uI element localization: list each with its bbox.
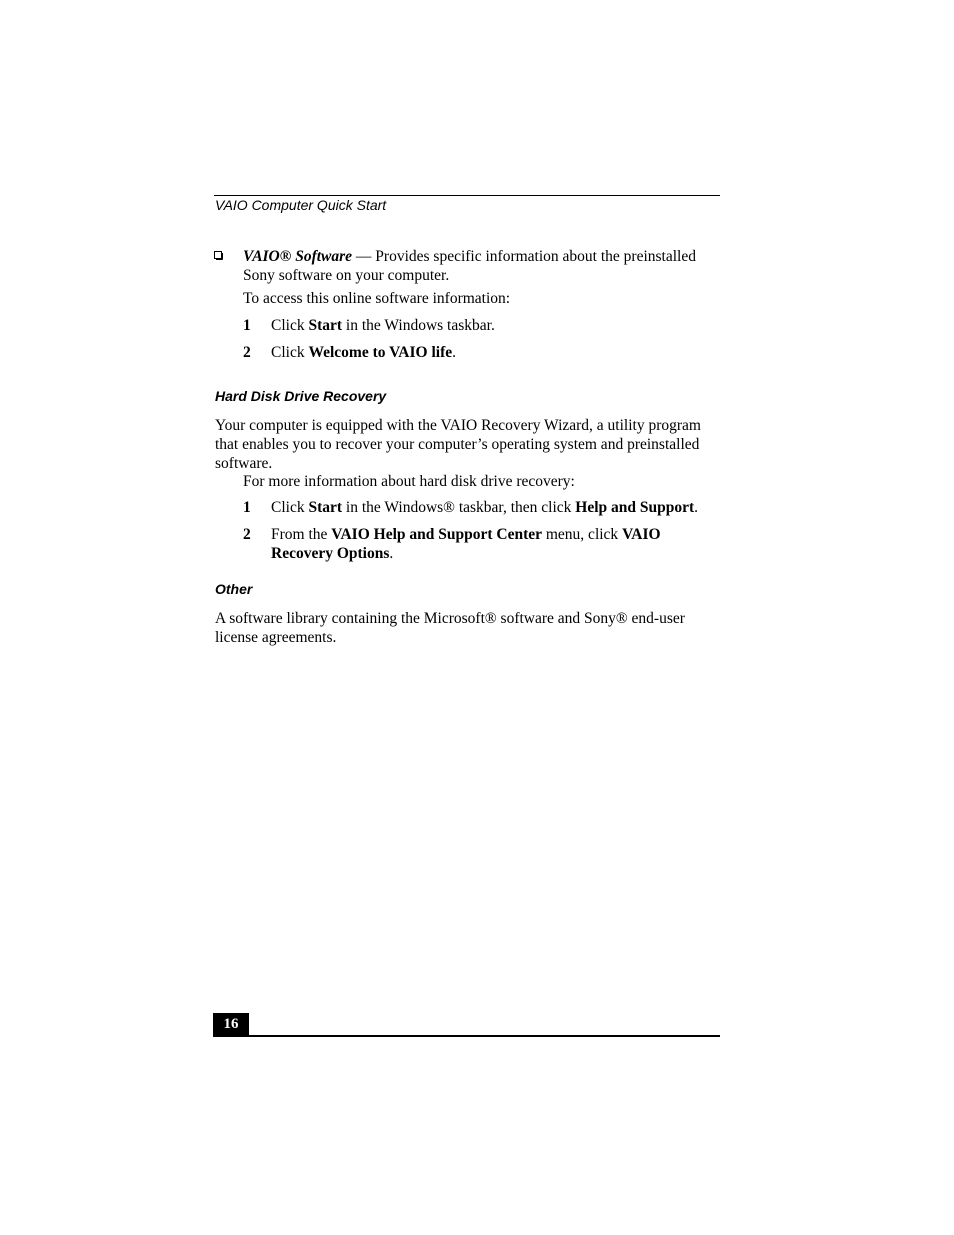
hdd-recovery-paragraph: Your computer is equipped with the VAIO Recovery Wizard, a utility program that enables you to recover your computer’s operating system and preinstalled software.	[215, 417, 701, 472]
step-number: 1	[243, 317, 251, 334]
step-text: Click Start in the Windows® taskbar, then click Help and Support.	[271, 499, 699, 516]
more-info-line: For more information about hard disk drive recovery:	[243, 473, 575, 490]
header-rule	[214, 195, 720, 196]
page-number: 16	[213, 1013, 249, 1036]
step-text: Click Welcome to VAIO life.	[271, 344, 456, 361]
vaio-software-desc: — Provides specific information about the preinstalled	[352, 248, 696, 265]
hdd-recovery-heading: Hard Disk Drive Recovery	[215, 388, 387, 404]
footer-rule	[213, 1035, 720, 1037]
other-paragraph: A software library containing the Microsoft® software and Sony® end-user license agreements.	[215, 610, 685, 646]
step-number: 2	[243, 344, 251, 361]
checkbox-bullet-icon	[214, 251, 223, 260]
start-label: Start	[308, 317, 343, 334]
step-text: From the VAIO Help and Support Center menu, click VAIO Recovery Options.	[271, 526, 661, 562]
step-number: 2	[243, 526, 251, 543]
step-text: Click Start in the Windows taskbar.	[271, 317, 495, 334]
vaio-software-item	[243, 247, 713, 285]
access-intro: To access this online software information:	[243, 290, 511, 307]
vaio-software-term: VAIO® Software	[243, 248, 353, 265]
other-heading: Other	[215, 581, 253, 597]
running-title: VAIO Computer Quick Start	[215, 197, 387, 213]
welcome-label: Welcome to VAIO life	[308, 344, 453, 361]
step-number: 1	[243, 499, 251, 516]
vaio-software-desc-cont: Sony software on your computer.	[243, 267, 450, 284]
